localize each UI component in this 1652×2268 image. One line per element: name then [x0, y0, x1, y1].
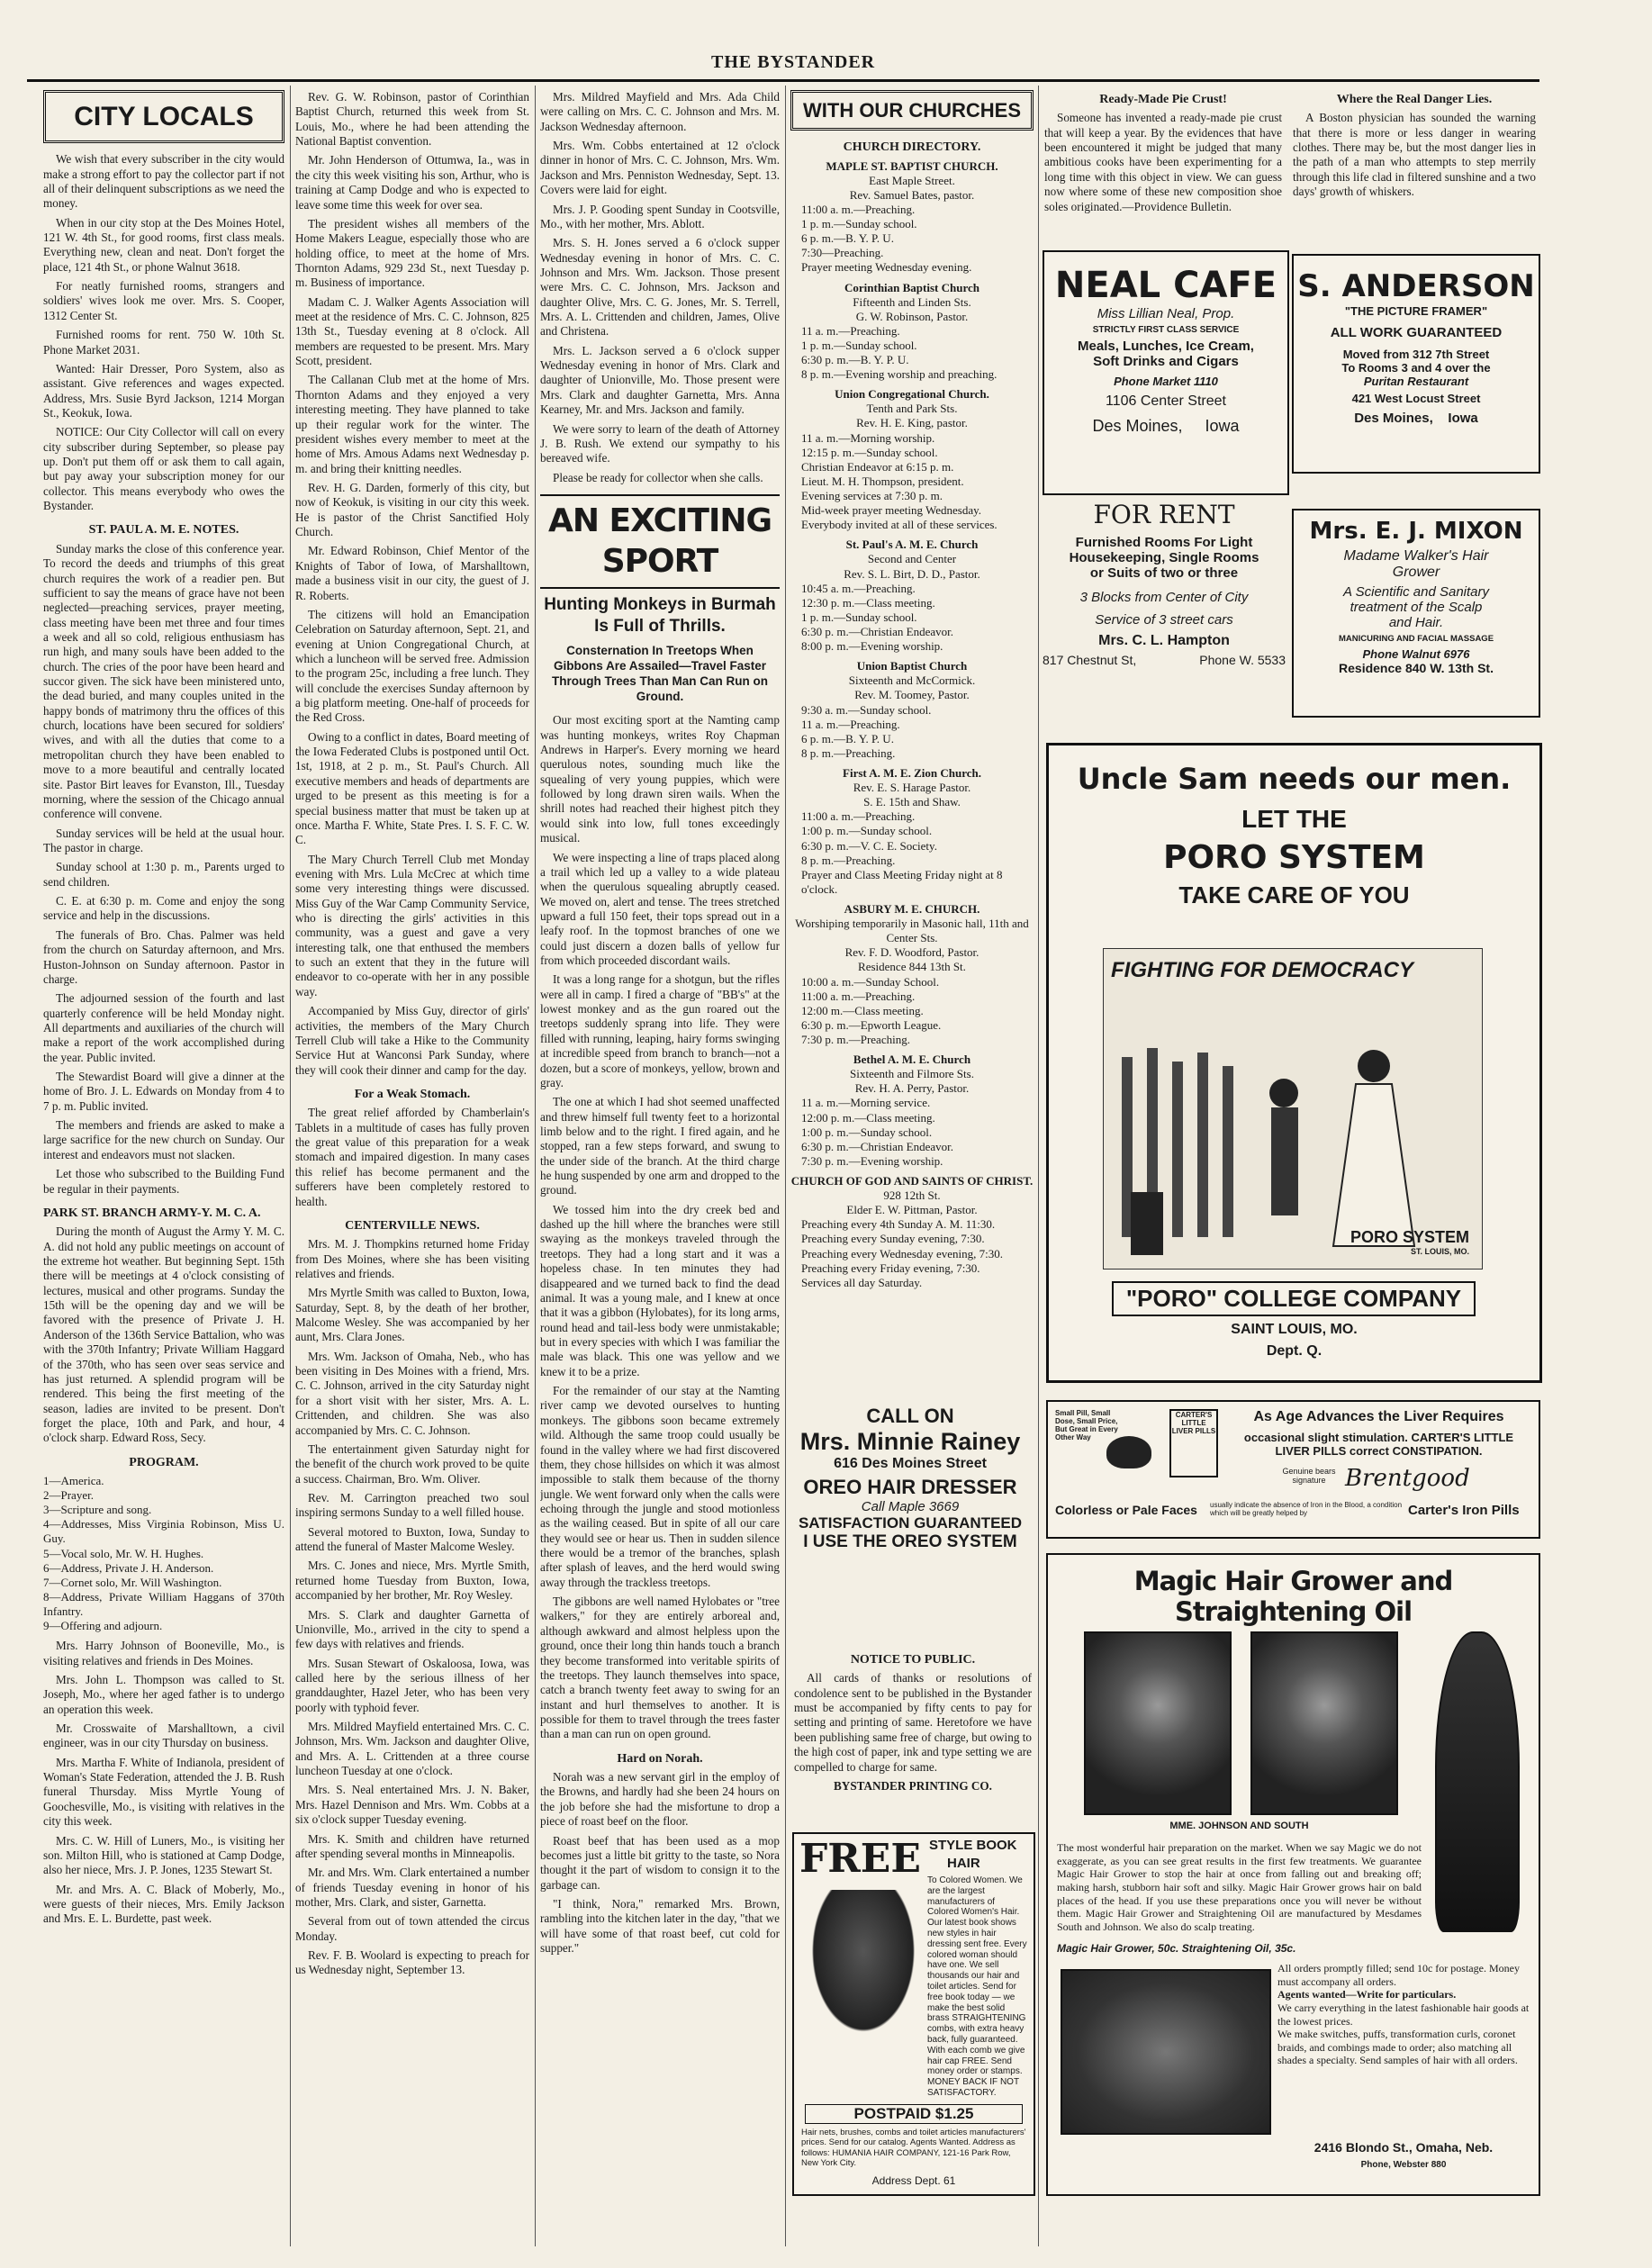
ad-price: POSTPAID $1.25	[805, 2104, 1023, 2124]
ad-headline: Magic Hair Grower and Straightening Oil	[1133, 1566, 1453, 1627]
soldiers-illustration	[1104, 949, 1482, 1269]
ad-line: Soft Drinks and Cigars	[1093, 354, 1239, 369]
column-rule	[1038, 86, 1039, 2246]
ad-dept: Dept. Q.	[1266, 1343, 1323, 1359]
paragraph: We were sorry to learn of the death of Attorney J. B. Rush. We extend our sympathy to his bereaved wife.	[540, 421, 780, 465]
ad-address: 817 Chestnut St,	[1043, 653, 1137, 667]
church-entry	[790, 538, 1034, 654]
church-detail: S. E. 15th and Shaw.	[863, 795, 961, 809]
paragraph: Mr. Crosswaite of Marshalltown, a civil engineer, was in our city Thursday on business.	[43, 1721, 284, 1750]
paragraph: Mrs. L. Jackson served a 6 o'clock supper Wednesday evening in honor of Mrs. Clark and daughter of Unionville, Mo. Those present were Mrs. Clark and daughter Garnetta, Mrs. Anna Kearney, Mr. and Mrs. Jackson and family.	[540, 343, 780, 417]
church-name: St. Paul's A. M. E. Church	[845, 538, 979, 552]
service-time: 7:30 p. m.—Preaching.	[801, 1032, 910, 1046]
church-detail: Fifteenth and Linden Sts.	[853, 294, 971, 309]
church-name: First A. M. E. Zion Church.	[843, 766, 981, 780]
ad-body: The most wonderful hair preparation on the market. When we say Magic we do not exaggerate, as you can see great results in the first few treatments. We guarantee Magic Hair Grower to stop the hair at once from falling out and breaking off; making harsh, stubborn hair soft and silky. Magic Hair Grower grows hair on bald places of the head. If you use these preparations once you will never be without them. Magic Hair Grower and Straightening Oil are manufactured by Mesdames South and Johnson. We also do scalp treating.	[1057, 1841, 1422, 1933]
service-time: 1:00 p. m.—Sunday school.	[801, 824, 933, 838]
service-time: Preaching every Friday evening, 7:30.	[801, 1261, 980, 1275]
paragraph: Several from out of town attended the circus Monday.	[295, 1914, 529, 1943]
service-time: 11:00 a. m.—Preaching.	[801, 202, 916, 216]
ad-prices: Magic Hair Grower, 50c. Straightening Oil, 35c.	[1057, 1942, 1296, 1955]
list-item: 1—America.	[43, 1474, 104, 1488]
ad-line: STRICTLY FIRST CLASS SERVICE	[1092, 325, 1240, 335]
church-detail: Elder E. W. Pittman, Pastor.	[846, 1203, 978, 1217]
ad-line: Carter's Iron Pills	[1408, 1503, 1520, 1518]
section-heading: NOTICE TO PUBLIC.	[850, 1653, 976, 1667]
paragraph: Mrs. C. W. Hill of Luners, Mo., is visiting her son. Milton Hill, who is stationed at Camp Dodge, also her niece, Mrs. J. P. Jones, 1235 Stewart St.	[43, 1833, 284, 1877]
church-name: Corinthian Baptist Church	[844, 280, 979, 294]
ad-phone: Phone, Webster 880	[1360, 2160, 1447, 2170]
service-time: 10:00 a. m.—Sunday School.	[801, 974, 940, 989]
column-rule	[535, 86, 536, 2246]
service-time: Evening services at 7:30 p. m.	[801, 489, 943, 503]
ad-state: Iowa	[1448, 411, 1478, 426]
ad-line: OREO HAIR DRESSER	[803, 1476, 1017, 1498]
service-time: Everybody invited at all of these services.	[801, 518, 998, 532]
paragraph: Mrs. Harry Johnson of Booneville, Mo., is visiting relatives and friends in Des Moines.	[43, 1639, 284, 1667]
ad-line: Meals, Lunches, Ice Cream,	[1078, 339, 1254, 354]
church-detail: Sixteenth and Filmore Sts.	[850, 1067, 974, 1081]
paragraph: Rev. G. W. Robinson, pastor of Corinthian Baptist Church, returned this week from St. Louis, Mo., where he had been attending the National Baptist convention.	[295, 90, 529, 149]
ad-city: Des Moines,	[1092, 417, 1183, 435]
paragraph: Sunday marks the close of this conference year. To record the deeds and triumphs of this great church requires the work of a readier pen. But sufficient to say the means of grace have not been neglected—preaching services, prayer meeting, class meeting have been met three and four times a week and all so cold, religious enthusiasm has run high, and many souls have been added to the church. The cries of the poor have been heard and succor given. The sick have been ministered unto, the dead buried, and many couples united in the happy bonds of matrimony thru the offices of this church, locations have been secured for soldiers' wives, and with all the duties that come to a metropolitan church they have been enabled to move to a more beautiful and centrally located site. Pastor Birt leaves for Evanston, Ill., Tuesday morning, where the session of the Chicago annual conference will convene.	[43, 541, 284, 821]
paragraph: All cards of thanks or resolutions of condolence sent to be published in the Bystander must be accompanied by fifty cents to pay for setting and printing of same. Heretofore we have been publishing same free of charge, but owing to the high cost of paper, ink and type setting we are compelled to charge for same.	[794, 1671, 1032, 1774]
ad-line: or Suits of two or three	[1089, 565, 1239, 581]
ad-line: To Rooms 3 and 4 over the	[1341, 361, 1491, 375]
ad-line: Colorless or Pale Faces	[1055, 1503, 1197, 1517]
list-item: 4—Addresses, Miss Virginia Robinson, Miss U. Guy.	[43, 1517, 284, 1546]
list-item: 8—Address, Private William Haggans of 370th Infantry.	[43, 1589, 284, 1618]
poro-illustration	[1103, 948, 1483, 1270]
paragraph: Mrs. K. Smith and children have returned after spending several months in Minneapolis.	[295, 1831, 529, 1860]
pie-crust-item	[1044, 90, 1282, 243]
paragraph: Mrs. Wm. Jackson of Omaha, Neb., who has been visiting in Des Moines with a friend, Mrs. C. C. Johnson, arrived in the city Saturday night for a short visit with her sister, Mrs. A. L. Crittenden, and children. She was also accompanied by Mrs. C. C. Johnson.	[295, 1349, 529, 1437]
paragraph: Several motored to Buxton, Iowa, Sunday to attend the funeral of Master Malcome Wesley.	[295, 1524, 529, 1554]
ad-line: Furnished Rooms For Light	[1075, 535, 1253, 550]
service-time: 6:30 p. m.—Christian Endeavor.	[801, 625, 953, 639]
service-time: 11 a. m.—Preaching.	[801, 323, 900, 338]
ad-line: HAIR	[947, 1856, 980, 1871]
ad-line: Miss Lillian Neal, Prop.	[1097, 306, 1235, 321]
service-time: 7:30—Preaching.	[801, 246, 884, 260]
paragraph: Mrs. Mildred Mayfield entertained Mrs. C. C. Johnson, Mrs. Wm. Jackson and daughter Olive, and Mrs. A. L. Crittenden at a three course luncheon Tuesday at one o'clock.	[295, 1720, 529, 1778]
service-time: Preaching every Sunday evening, 7:30.	[801, 1232, 985, 1246]
ad-agents: Hair nets, brushes, combs and toilet articles manufacturers' prices. Send for our catalog. Agents Wanted. Address as follows: HUMANIA HAIR COMPANY, 121-16 Park Row, New York City.	[801, 2128, 1026, 2169]
paragraph: The gibbons are well named Hylobates or "tree walkers," for they are entirely arboreal and, although awkward and almost helpless upon the ground, once their long thin hands touch a branch they become transformed into veritable spirits of the treetops. They launch themselves into space, catch a branch twenty feet away to swing for an instant and hurl themselves to another. It is possible for them to travel through the trees faster than a man can run on open ground.	[540, 1595, 780, 1741]
paragraph: Rev. M. Carrington preached two soul inspiring sermons Sunday to a well filled house.	[295, 1490, 529, 1520]
ad-line: We make switches, puffs, transformation curls, coronet braids, and combings made to order; also matching all shades a specialty. Send samples of hair with all orders.	[1277, 2028, 1518, 2067]
service-time: 11 a. m.—Preaching.	[801, 717, 900, 731]
ad-headline: PORO SYSTEM	[1163, 839, 1425, 876]
free-style-book-ad	[792, 1832, 1035, 2196]
church-detail: East Maple Street.	[869, 173, 955, 187]
paragraph: Rev. F. B. Woolard is expecting to preach for us Wednesday night, September 13.	[295, 1948, 529, 1977]
badge-sub: ST. LOUIS, MO.	[1410, 1247, 1469, 1256]
ad-address: 2416 Blondo St., Omaha, Neb.	[1313, 2140, 1494, 2155]
section-heading: PARK ST. BRANCH ARMY-Y. M. C. A.	[43, 1206, 261, 1220]
headline: AN EXCITING SPORT	[540, 494, 780, 589]
service-time: 8 p. m.—Preaching.	[801, 745, 896, 760]
paragraph: The funerals of Bro. Chas. Palmer was held from the church on Saturday afternoon, and Mrs. Huston-Johnson on Sunday afternoon. Pastor in charge.	[43, 927, 284, 986]
list-item: 6—Address, Private J. H. Anderson.	[43, 1560, 214, 1575]
service-time: Christian Endeavor at 6:15 p. m.	[801, 459, 954, 474]
service-time: 6:30 p. m.—B. Y. P. U.	[801, 353, 909, 367]
ad-line: Uncle Sam needs our men.	[1077, 762, 1512, 796]
for-rent-ad	[1043, 500, 1286, 725]
church-detail: G. W. Robinson, Pastor.	[855, 309, 969, 323]
church-name: CHURCH OF GOD AND SAINTS OF CHRIST.	[790, 1173, 1034, 1188]
paragraph: C. E. at 6:30 p. m. Come and enjoy the song service and help in the discussions.	[43, 894, 284, 923]
list-item: 9—Offering and adjourn.	[43, 1619, 163, 1633]
list-item: 5—Vocal solo, Mr. W. H. Hughes.	[43, 1546, 204, 1560]
church-detail: Sixteenth and McCormick.	[848, 673, 976, 688]
paragraph: Mrs. S. H. Jones served a 6 o'clock supper Wednesday evening in honor of Mrs. C. C. Johnson and Mrs. Wm. Jackson. Those present were Mrs. C. C. Johnson, Mrs. Jackson and daughter Olive, Mrs. C. G. Jones, Mr. S. Terrell, Mrs. A. L. Crittenden and children, James, Olive and Christena.	[540, 236, 780, 339]
ad-body: occasional slight stimulation. CARTER'S LITTLE LIVER PILLS correct CONSTIPATION.	[1243, 1431, 1514, 1458]
section-heading: Where the Real Danger Lies.	[1336, 93, 1493, 106]
ad-name: Mrs. C. L. Hampton	[1098, 633, 1230, 648]
notice-signature: BYSTANDER PRINTING CO.	[834, 1778, 992, 1793]
paragraph: Mr. and Mrs. Wm. Clark entertained a number of friends Tuesday evening in honor of his mother, Mrs. Clark, and sister, Garnetta.	[295, 1866, 529, 1909]
paragraph: The Callanan Club met at the home of Mrs. Thornton Adams and they enjoyed a very interesting meeting. They have planned to take up their regular work for the winter. The president wishes every member to meet at the home of Mrs. Amous Adams next Wednesday p. m. and bring their knitting needles.	[295, 373, 529, 475]
portrait-photo	[1084, 1631, 1232, 1815]
ad-line: 3 Blocks from Center of City	[1079, 590, 1249, 605]
ad-line: We carry everything in the latest fashionable hair goods at the lowest prices.	[1277, 2001, 1530, 2028]
service-time: 11:00 a. m.—Preaching.	[801, 809, 916, 824]
church-detail: Rev. M. Toomey, Pastor.	[854, 688, 970, 702]
paragraph: The Stewardist Board will give a dinner at the home of Bro. J. L. Edwards on Monday from 4 to 7 p. m. Public invited.	[43, 1070, 284, 1113]
ad-name: Mrs. Minnie Rainey	[799, 1428, 1021, 1455]
ad-phone: Call Maple 3669	[861, 1499, 960, 1514]
church-detail: Residence 844 13th St.	[858, 960, 966, 974]
ad-line: LET THE	[1241, 805, 1347, 833]
churches-title: WITH OUR CHURCHES	[790, 90, 1034, 131]
ad-line: "THE PICTURE FRAMER"	[1344, 304, 1488, 318]
banner-text: FIGHTING FOR DEMOCRACY	[1111, 958, 1413, 982]
church-entry	[790, 281, 1034, 383]
church-detail: Rev. S. L. Birt, D. D., Pastor.	[844, 566, 980, 581]
hair-sample-photo	[1435, 1631, 1520, 1932]
masthead-title: THE BYSTANDER	[711, 52, 876, 72]
service-time: 11:00 a. m.—Preaching.	[801, 989, 916, 1003]
paragraph: The great relief afforded by Chamberlain's Tablets in a multitude of cases has fully proven the great value of this preparation for a weak stomach and impaired digestion. In many cases this relief has become permanent and the sufferers have been completely restored to health.	[295, 1106, 529, 1208]
paragraph: Our most exciting sport at the Namting camp was hunting monkeys, writes Roy Chapman Andrews in Harper's. Every morning we heard querulous notes, sounding much like the squealing of very young puppies, which were followed by long drawn siren wails. When the shrill notes had reached their highest pitch they would sink into low, full tones exceedingly musical.	[540, 713, 780, 845]
hair-style-illustration	[805, 1890, 922, 2043]
ad-address: 421 West Locust Street	[1351, 392, 1481, 405]
column-society-news	[295, 90, 529, 2246]
paragraph: Owing to a conflict in dates, Board meeting of the Iowa Federated Clubs is postponed until Oct. 1st, 1918, at 2 p. m., St. Paul's Church. All executive members and heads of departments are urged to be present as this meeting is for a special business matter that must be taken up at once. Martha F. White, State Pres. I. S. F. C. W. C.	[295, 729, 529, 847]
church-detail: Rev. E. S. Harage Pastor.	[853, 781, 971, 795]
church-detail: Worshiping temporarily in Masonic hall, 11th and Center Sts.	[795, 917, 1029, 945]
paragraph: Furnished rooms for rent. 750 W. 10th St. Phone Market 2031.	[43, 328, 284, 357]
ad-line: usually indicate the absence of Iron in the Blood, a condition which will be greatly helped by	[1210, 1501, 1403, 1517]
ad-body: To Colored Women. We are the largest manufacturers of Colored Women's Hair. Our latest book shows new styles in hair dressing sent free. Every colored woman should have one. We sell thousands our hair and toilet articles. Send for free book today — we make the best solid brass STRAIGHTENING combs, with extra heavy back, fully guaranteed. With each comb we give hair cap FREE. Send money order or stamps. MONEY BACK IF NOT SATISFACTORY.	[927, 1875, 1027, 2098]
ad-line: A Scientific and Sanitary	[1342, 584, 1490, 600]
paragraph: We tossed him into the dry creek bed and dashed up the hill where the branches were still swaying as the monkeys traveled through the treetops. They had a long start and it was a hopeless chase. In ten minutes they had disappeared and we turned back to find the dead animal. It was a young male, and I knew at once that it was a gibbon (Hylobates), for its long arms, round head and tail-less body were unmistakable; but in every species with which I was familiar the male was black. This one was yellow and we knew it to be a prize.	[540, 1202, 780, 1378]
ad-free: FREE	[799, 1836, 921, 1882]
service-time: 12:30 p. m.—Class meeting.	[801, 595, 935, 610]
church-detail: Rev. F. D. Woodford, Pastor.	[844, 945, 979, 960]
paragraph: The members and friends are asked to make a large sacrifice for the new church on Sunday. Our interest and endeavors must not slacken.	[43, 1118, 284, 1161]
ad-phone: Phone Market 1110	[1114, 375, 1218, 388]
service-time: 8 p. m.—Preaching.	[801, 853, 896, 867]
church-entry	[790, 766, 1034, 897]
church-entry	[790, 902, 1034, 1047]
column-city-locals	[43, 90, 284, 2246]
church-name: ASBURY M. E. CHURCH.	[844, 901, 980, 916]
hair-goods-photo	[1061, 1969, 1271, 2135]
paragraph: A Boston physician has sounded the warning that there is more or less danger in wearing clothes. There may be, but the most danger lies in the path of a man who attempts to step merrily through this life clad in filtered sunshine and a two days' growth of whiskers.	[1293, 111, 1536, 199]
paragraph: We wish that every subscriber in the city would make a strong effort to pay the collector part if not all of their delinquent subscriptions as we need the money.	[43, 152, 284, 211]
paragraph: The one at which I had shot seemed unaffected and threw himself full twenty feet to a horizontal limb below and to the right. I fired again, and he stopped, ran a few steps forward, and swung to the under side of the branch. At the third charge he hung suspended by one arm and dropped to the ground.	[540, 1095, 780, 1197]
paragraph: For the remainder of our stay at the Namting river camp we devoted ourselves to hunting monkeys. The gibbons soon became extremely wild. Although the same troop could usually be found in the valley where we had first discovered them, they chose hillsides on which it was almost impossible to stalk them because of the thorny jungle. We went forward only when the calls were echoing through the jungle and stood motionless as the wailing ceased. But in spite of all our care they would see or hear us. Then in sudden silence there would be a tremor of the branches, splash after splash of leaves, and the herd would swing away through the trackless treetops.	[540, 1384, 780, 1589]
notice-to-public	[794, 1643, 1032, 1805]
section-heading: CENTERVILLE NEWS.	[345, 1218, 480, 1233]
church-name: Union Congregational Church.	[835, 387, 989, 402]
church-entry	[790, 159, 1034, 276]
list-item: 3—Scripture and song.	[43, 1503, 152, 1517]
paragraph: Mrs. C. Jones and niece, Mrs. Myrtle Smith, returned home Tuesday from Buxton, Iowa, accompanied by her brother, Mr. Roy Wesley.	[295, 1559, 529, 1603]
church-detail: Tenth and Park Sts.	[866, 402, 958, 416]
paragraph: Norah was a new servant girl in the employ of the Browns, and hardly had she been 24 hours on the job before she had the misfortune to drop a piece of roast beef on the floor.	[540, 1770, 780, 1829]
paragraph: During the month of August the Army Y. M. C. A. did not hold any public meetings on account of the extreme hot weather. But beginning Sept. 15th there will be meetings at 4 o'clock consisting of lectures, musical and other programs. Sunday the 15th will be the opening day and we will be favored with the presence of Private J. H. Anderson of the 136th Service Battalion, who was with the 370th Infantry; Private William Haggard of the 370th, who has seen over seas service and has just returned. A splendid program will be rendered. This being the first meeting of the season, ladies are invited to be present. Don't forget the place, 10th and Park, and hour, 4 o'clock sharp. Edward Ross, Secy.	[43, 1224, 284, 1445]
column-rule	[290, 86, 291, 2246]
ad-line: Agents wanted—Write for particulars.	[1277, 1988, 1457, 2001]
service-time: 7:30 p. m.—Evening worship.	[801, 1153, 943, 1168]
poro-badge	[1350, 1228, 1469, 1256]
ad-line: Puritan Restaurant	[1363, 375, 1469, 388]
paragraph: Mr. and Mrs. A. C. Black of Moberly, Mo., were guests of their nieces, Mrs. Emily Jackson and Mrs. E. L. Burdette, past week.	[43, 1882, 284, 1926]
ad-line: CALL ON	[866, 1405, 954, 1427]
paragraph: Rev. H. G. Darden, formerly of this city, but now of Keokuk, is visiting in our city this week. He is pastor of the Christ Sanctified Holy Church.	[295, 480, 529, 539]
ad-company: "PORO" COLLEGE COMPANY	[1112, 1281, 1476, 1316]
church-detail: Rev. Samuel Bates, pastor.	[849, 187, 975, 202]
ad-line: Moved from 312 7th Street	[1342, 348, 1490, 361]
crow-icon	[1106, 1436, 1151, 1468]
service-time: Prayer meeting Wednesday evening.	[801, 260, 972, 275]
paragraph: The Mary Church Terrell Club met Monday evening with Mrs. Lula McCrec at which time some very interesting things were discussed. Miss Guy of the War Camp Community Service, who is directing the girls' activities in this community, was a guest and gave a very interesting talk, one that enthused the members to such an extent that they in the future will endeavor to co-operate with her in any possible way.	[295, 852, 529, 998]
subheadline: Hunting Monkeys in Burmah Is Full of Thrills.	[544, 595, 776, 636]
paragraph: Mrs. Susan Stewart of Oskaloosa, Iowa, was called here by the serious illness of her granddaughter, Hazel Jeter, who has been very poorly with typhoid fever.	[295, 1656, 529, 1714]
church-entry	[790, 387, 1034, 532]
ad-address: Residence 840 W. 13th St.	[1339, 661, 1494, 675]
photo-caption: MME. JOHNSON AND SOUTH	[1169, 1821, 1309, 1831]
section-heading: Hard on Norah.	[617, 1751, 703, 1766]
ad-line: Genuine bears signature	[1282, 1467, 1336, 1485]
paragraph: For neatly furnished rooms, strangers and soldiers' wives look me over. Mrs. S. Cooper, 1312 Center St.	[43, 279, 284, 322]
service-time: Preaching every 4th Sunday A. M. 11:30.	[801, 1217, 996, 1232]
church-name: MAPLE ST. BAPTIST CHURCH.	[826, 158, 998, 173]
church-entry	[790, 1174, 1034, 1290]
ad-line: treatment of the Scalp	[1350, 600, 1483, 615]
paragraph: Mrs. Wm. Cobbs entertained at 12 o'clock dinner in honor of Mrs. C. C. Johnson, Mrs. Wm. Jackson and Mrs. Penniston Wednesday, Sept. 13. Covers were laid for eight.	[540, 139, 780, 197]
paragraph: Mrs. John L. Thompson was called to St. Joseph, Mo., where her aged father is to undergo an operation this week.	[43, 1672, 284, 1716]
paragraph: Mrs. S. Clark and daughter Garnetta of Unionville, Mo., arrived in the city to spend a few days with relatives and friends.	[295, 1607, 529, 1651]
ad-line: I USE THE OREO SYSTEM	[803, 1532, 1017, 1549]
church-detail: Second and Center	[867, 552, 957, 566]
ad-line: and Hair.	[1388, 615, 1444, 630]
pill-box: CARTER'S LITTLE LIVER PILLS	[1169, 1409, 1218, 1477]
ad-name: Mrs. E. J. MIXON	[1309, 518, 1523, 545]
service-time: 1 p. m.—Sunday school.	[801, 610, 917, 624]
paragraph: Sunday school at 1:30 p. m., Parents urged to send children.	[43, 860, 284, 889]
paragraph: NOTICE: Our City Collector will call on every city subscriber during September, so please pay up. Don't put them off or ask them to call again, but pay away your subscription money for our collector. This means everybody who owes the Bystander.	[43, 425, 284, 513]
service-time: 8:00 p. m.—Evening worship.	[801, 639, 943, 654]
ad-headline: As Age Advances the Liver Requires	[1253, 1409, 1504, 1424]
paragraph: Madam C. J. Walker Agents Association will meet at the residence of Mrs. C. C. Johnson, 825 13th St., Tuesday evening at 8 o'clock. All members are requested to be present. Mrs. Mary Scott, president.	[295, 294, 529, 368]
ad-heading: FOR RENT	[1093, 500, 1235, 529]
church-detail: Rev. H. A. Perry, Pastor.	[854, 1081, 970, 1096]
paragraph: Mrs Myrtle Smith was called to Buxton, Iowa, Saturday, Sept. 8, by the death of her brother, Malcome Wesley. She was accompanied by her aunt, Mrs. Clara Jones.	[295, 1286, 529, 1344]
ad-line: Housekeeping, Single Rooms	[1069, 550, 1259, 565]
ad-line: STYLE BOOK	[929, 1838, 1017, 1853]
ad-dept: Address Dept. 61	[871, 2174, 956, 2187]
church-detail: Rev. H. E. King, pastor.	[856, 416, 968, 430]
church-name: Union Baptist Church	[856, 659, 968, 673]
service-time: 6:30 p. m.—Christian Endeavor.	[801, 1139, 953, 1153]
ad-line: Service of 3 street cars	[1095, 612, 1233, 628]
service-time: 6:30 p. m.—Epworth League.	[801, 1017, 942, 1032]
column-churches	[790, 90, 1034, 1378]
service-time: 10:45 a. m.—Preaching.	[801, 581, 916, 595]
paragraph: Please be ready for collector when she calls.	[553, 470, 763, 484]
service-time: Preaching every Wednesday evening, 7:30.	[801, 1246, 1003, 1261]
paragraph: Sunday services will be held at the usual hour. The pastor in charge.	[43, 826, 284, 854]
service-time: 1 p. m.—Sunday school.	[801, 217, 917, 231]
masthead	[27, 52, 1539, 82]
service-time: 8 p. m.—Evening worship and preaching.	[801, 367, 998, 382]
ad-line: All orders promptly filled; send 10c for postage. Money must accompany all orders.	[1277, 1962, 1520, 1988]
paragraph: Mrs. S. Neal entertained Mrs. J. N. Baker, Mrs. Hazel Dennison and Mrs. Wm. Cobbs at a six o'clock supper Tuesday evening.	[295, 1783, 529, 1827]
neal-cafe-ad	[1043, 250, 1289, 495]
service-time: Services all day Saturday.	[801, 1275, 923, 1289]
service-time: 1:00 p. m.—Sunday school.	[801, 1125, 933, 1139]
ad-line: Madame Walker's Hair	[1343, 548, 1489, 564]
ad-address: 616 Des Moines Street	[834, 1456, 987, 1471]
magic-hair-ad	[1046, 1553, 1540, 2196]
ad-line: Grower	[1392, 565, 1440, 580]
deck: Consternation In Treetops When Gibbons Are Assailed—Travel Faster Through Trees Than Man Can Run on Ground.	[551, 644, 768, 703]
paragraph: The president wishes all members of the Home Makers League, especially those who are holding office, to meet at the home of Mrs. Thornton Adams, 929 23d St., next Tuesday p. m. Business of importance.	[295, 216, 529, 290]
ad-name: NEAL CAFE	[1054, 265, 1277, 306]
church-entry	[790, 659, 1034, 761]
anderson-ad	[1292, 254, 1540, 474]
service-time: Mid-week prayer meeting Wednesday.	[801, 503, 982, 518]
service-time: 6 p. m.—B. Y. P. U.	[801, 731, 894, 745]
church-name: Bethel A. M. E. Church	[853, 1053, 971, 1067]
paragraph: Someone has invented a ready-made pie crust that will keep a year. By the evidences that have been encountered it might be judged that many ambitious cooks have been experimenting for a long time with this object in view. We can guess now where some of these new composition shoe soles originated.—Providence Bulletin.	[1044, 111, 1282, 213]
column-rule	[785, 86, 786, 2246]
paragraph: Mrs. M. J. Thompkins returned home Friday from Des Moines, where she has been visiting relatives and friends.	[295, 1237, 529, 1280]
signature: Brentgood	[1345, 1465, 1470, 1492]
section-heading: PROGRAM.	[129, 1455, 199, 1469]
paragraph: Accompanied by Miss Guy, director of girls' activities, the members of the Mary Church Terrell Club will take a Hike to the Community Service Hut at Wanconsi Park Sunday, where they will cook their dinner and camp for the day.	[295, 1004, 529, 1077]
mixon-ad	[1292, 509, 1540, 718]
church-entry	[790, 1053, 1034, 1169]
section-heading: For a Weak Stomach.	[354, 1088, 471, 1101]
section-heading: Ready-Made Pie Crust!	[1099, 93, 1227, 106]
service-time: 12:00 p. m.—Class meeting.	[801, 1110, 935, 1125]
directory-heading: CHURCH DIRECTORY.	[843, 140, 981, 155]
ad-line: MANICURING AND FACIAL MASSAGE	[1338, 634, 1494, 644]
ad-name: S. ANDERSON	[1297, 268, 1535, 304]
service-time: Prayer and Class Meeting Friday night at 8 o'clock.	[801, 867, 1003, 896]
paragraph: When in our city stop at the Des Moines Hotel, 121 W. 4th St., for good rooms, first class meals. Everything new, clean and neat. Don't forget the place, 121 4th St., or phone Walnut 3618.	[43, 215, 284, 274]
column-exciting-sport	[540, 90, 780, 2246]
church-detail: 928 12th St.	[883, 1188, 941, 1203]
danger-item	[1293, 90, 1536, 243]
service-time: Lieut. M. H. Thompson, president.	[801, 474, 964, 488]
paragraph: Mrs. Mildred Mayfield and Mrs. Ada Child were calling on Mrs. C. C. Johnson and Mrs. M. Jackson Wednesday afternoon.	[540, 90, 780, 133]
ad-state: Iowa	[1205, 417, 1240, 435]
paragraph: The citizens will hold an Emancipation Celebration on Saturday afternoon, Sept. 21, and evening at Union Congregational Church, at which a luncheon will be served free. Admission to the program 25c, including a free lunch. They will conclude the exercises Sunday afternoon by a big platform meeting. One-half of proceeds for the Red Cross.	[295, 607, 529, 725]
service-time: 11 a. m.—Morning worship.	[801, 430, 935, 445]
ad-line: ALL WORK GUARANTEED	[1330, 325, 1503, 340]
paragraph: It was a long range for a shotgun, but the rifles were all in camp. I fired a charge of "BB's" at the lowest monkey and as the gun roared out the treetops suddenly sprang into life. They were filled with running, leaping, hairy forms swinging at incredible speed from branch to branch—not a dozen, but a score of monkeys, yellow, brown and gray.	[540, 972, 780, 1089]
paragraph: Mrs. Martha F. White of Indianola, president of Woman's State Federation, attended the J. B. Rush funeral Thursday. Miss Myrtle Young of Goochesville, Mo., is visiting with relatives in the city this week.	[43, 1755, 284, 1829]
church-directory	[790, 159, 1034, 1290]
service-time: 6 p. m.—B. Y. P. U.	[801, 231, 894, 246]
service-time: 6:30 p. m.—V. C. E. Society.	[801, 838, 937, 853]
ad-address: 1106 Center Street	[1105, 393, 1226, 409]
service-time: 12:15 p. m.—Sunday school.	[801, 445, 938, 459]
paragraph: "I think, Nora," remarked Mrs. Brown, rambling into the kitchen later in the day, "that we will have some of that roast beef, cut cold for supper."	[540, 1896, 780, 1956]
paragraph: The entertainment given Saturday night for the benefit of the church work proved to be quite a success. Chairman, Bro. Wm. Oliver.	[295, 1441, 529, 1486]
paragraph: Wanted: Hair Dresser, Poro System, also as assistant. Give references and wages expected. Address, Mrs. Susie Byrd Jackson, 1214 Morgan St., Keokuk, Iowa.	[43, 361, 284, 420]
ad-line: SATISFACTION GUARANTEED	[798, 1514, 1023, 1532]
list-item: 2—Prayer.	[43, 1488, 94, 1503]
rainey-ad	[790, 1405, 1030, 1549]
paragraph: Let those who subscribed to the Building Fund be regular in their payments.	[43, 1167, 284, 1196]
ad-phone: Phone W. 5533	[1199, 653, 1286, 667]
service-time: 12:00 m.—Class meeting.	[801, 1003, 924, 1017]
paragraph: Mr. Edward Robinson, Chief Mentor of the Knights of Tabor of Iowa, of Marshalltown, made a business visit in our city, the guest of J. R. Roberts.	[295, 544, 529, 602]
ad-city: SAINT LOUIS, MO.	[1231, 1322, 1358, 1337]
portrait-photo	[1250, 1631, 1398, 1815]
ad-line: TAKE CARE OF YOU	[1178, 881, 1410, 908]
city-locals-title: CITY LOCALS	[43, 90, 284, 143]
paragraph: Roast beef that has been used as a mop becomes just a little bit gritty to the taste, so Nora thought it the part of wisdom to consign it to the garbage can.	[540, 1833, 780, 1892]
service-time: 9:30 a. m.—Sunday school.	[801, 702, 932, 717]
badge-title: PORO SYSTEM	[1350, 1228, 1469, 1246]
ad-line: Small Pill, Small Dose, Small Price, But Great in Every Other Way	[1055, 1409, 1118, 1441]
list-item: 7—Cornet solo, Mr. Will Washington.	[43, 1575, 222, 1589]
service-time: 11 a. m.—Morning service.	[801, 1096, 931, 1110]
program-list	[43, 1474, 284, 1633]
ad-phone: Phone Walnut 6976	[1362, 647, 1470, 661]
paragraph: Mrs. J. P. Gooding spent Sunday in Cootsville, Mo., with her mother, Mrs. Ablott.	[540, 202, 780, 230]
paragraph: Mr. John Henderson of Ottumwa, Ia., was in the city this week visiting his son, Arthur, who is training at Camp Dodge and who is expected to leave some time this week for over sea.	[295, 153, 529, 212]
poro-system-ad	[1046, 743, 1542, 1383]
section-heading: ST. PAUL A. M. E. NOTES.	[88, 523, 239, 538]
carters-pills-ad	[1046, 1400, 1540, 1539]
service-time: 1 p. m.—Sunday school.	[801, 338, 917, 352]
paragraph: We were inspecting a line of traps placed along a trail which led up a valley to a wide plateau when the querulous squealing abruptly ceased. We moved on, alert and tense. The trees stretched upward a full 150 feet, their tops spread out in a leafy roof. In the topmost branches of one we could just discern a dozen balls of yellow fur from which proceeded discordant wails.	[540, 850, 780, 968]
paragraph: The adjourned session of the fourth and last quarterly conference will be held Monday night. All departments and auxiliaries of the church will make a report of the work accomplished during the year. Public invited.	[43, 991, 284, 1064]
ad-city: Des Moines,	[1354, 411, 1433, 426]
